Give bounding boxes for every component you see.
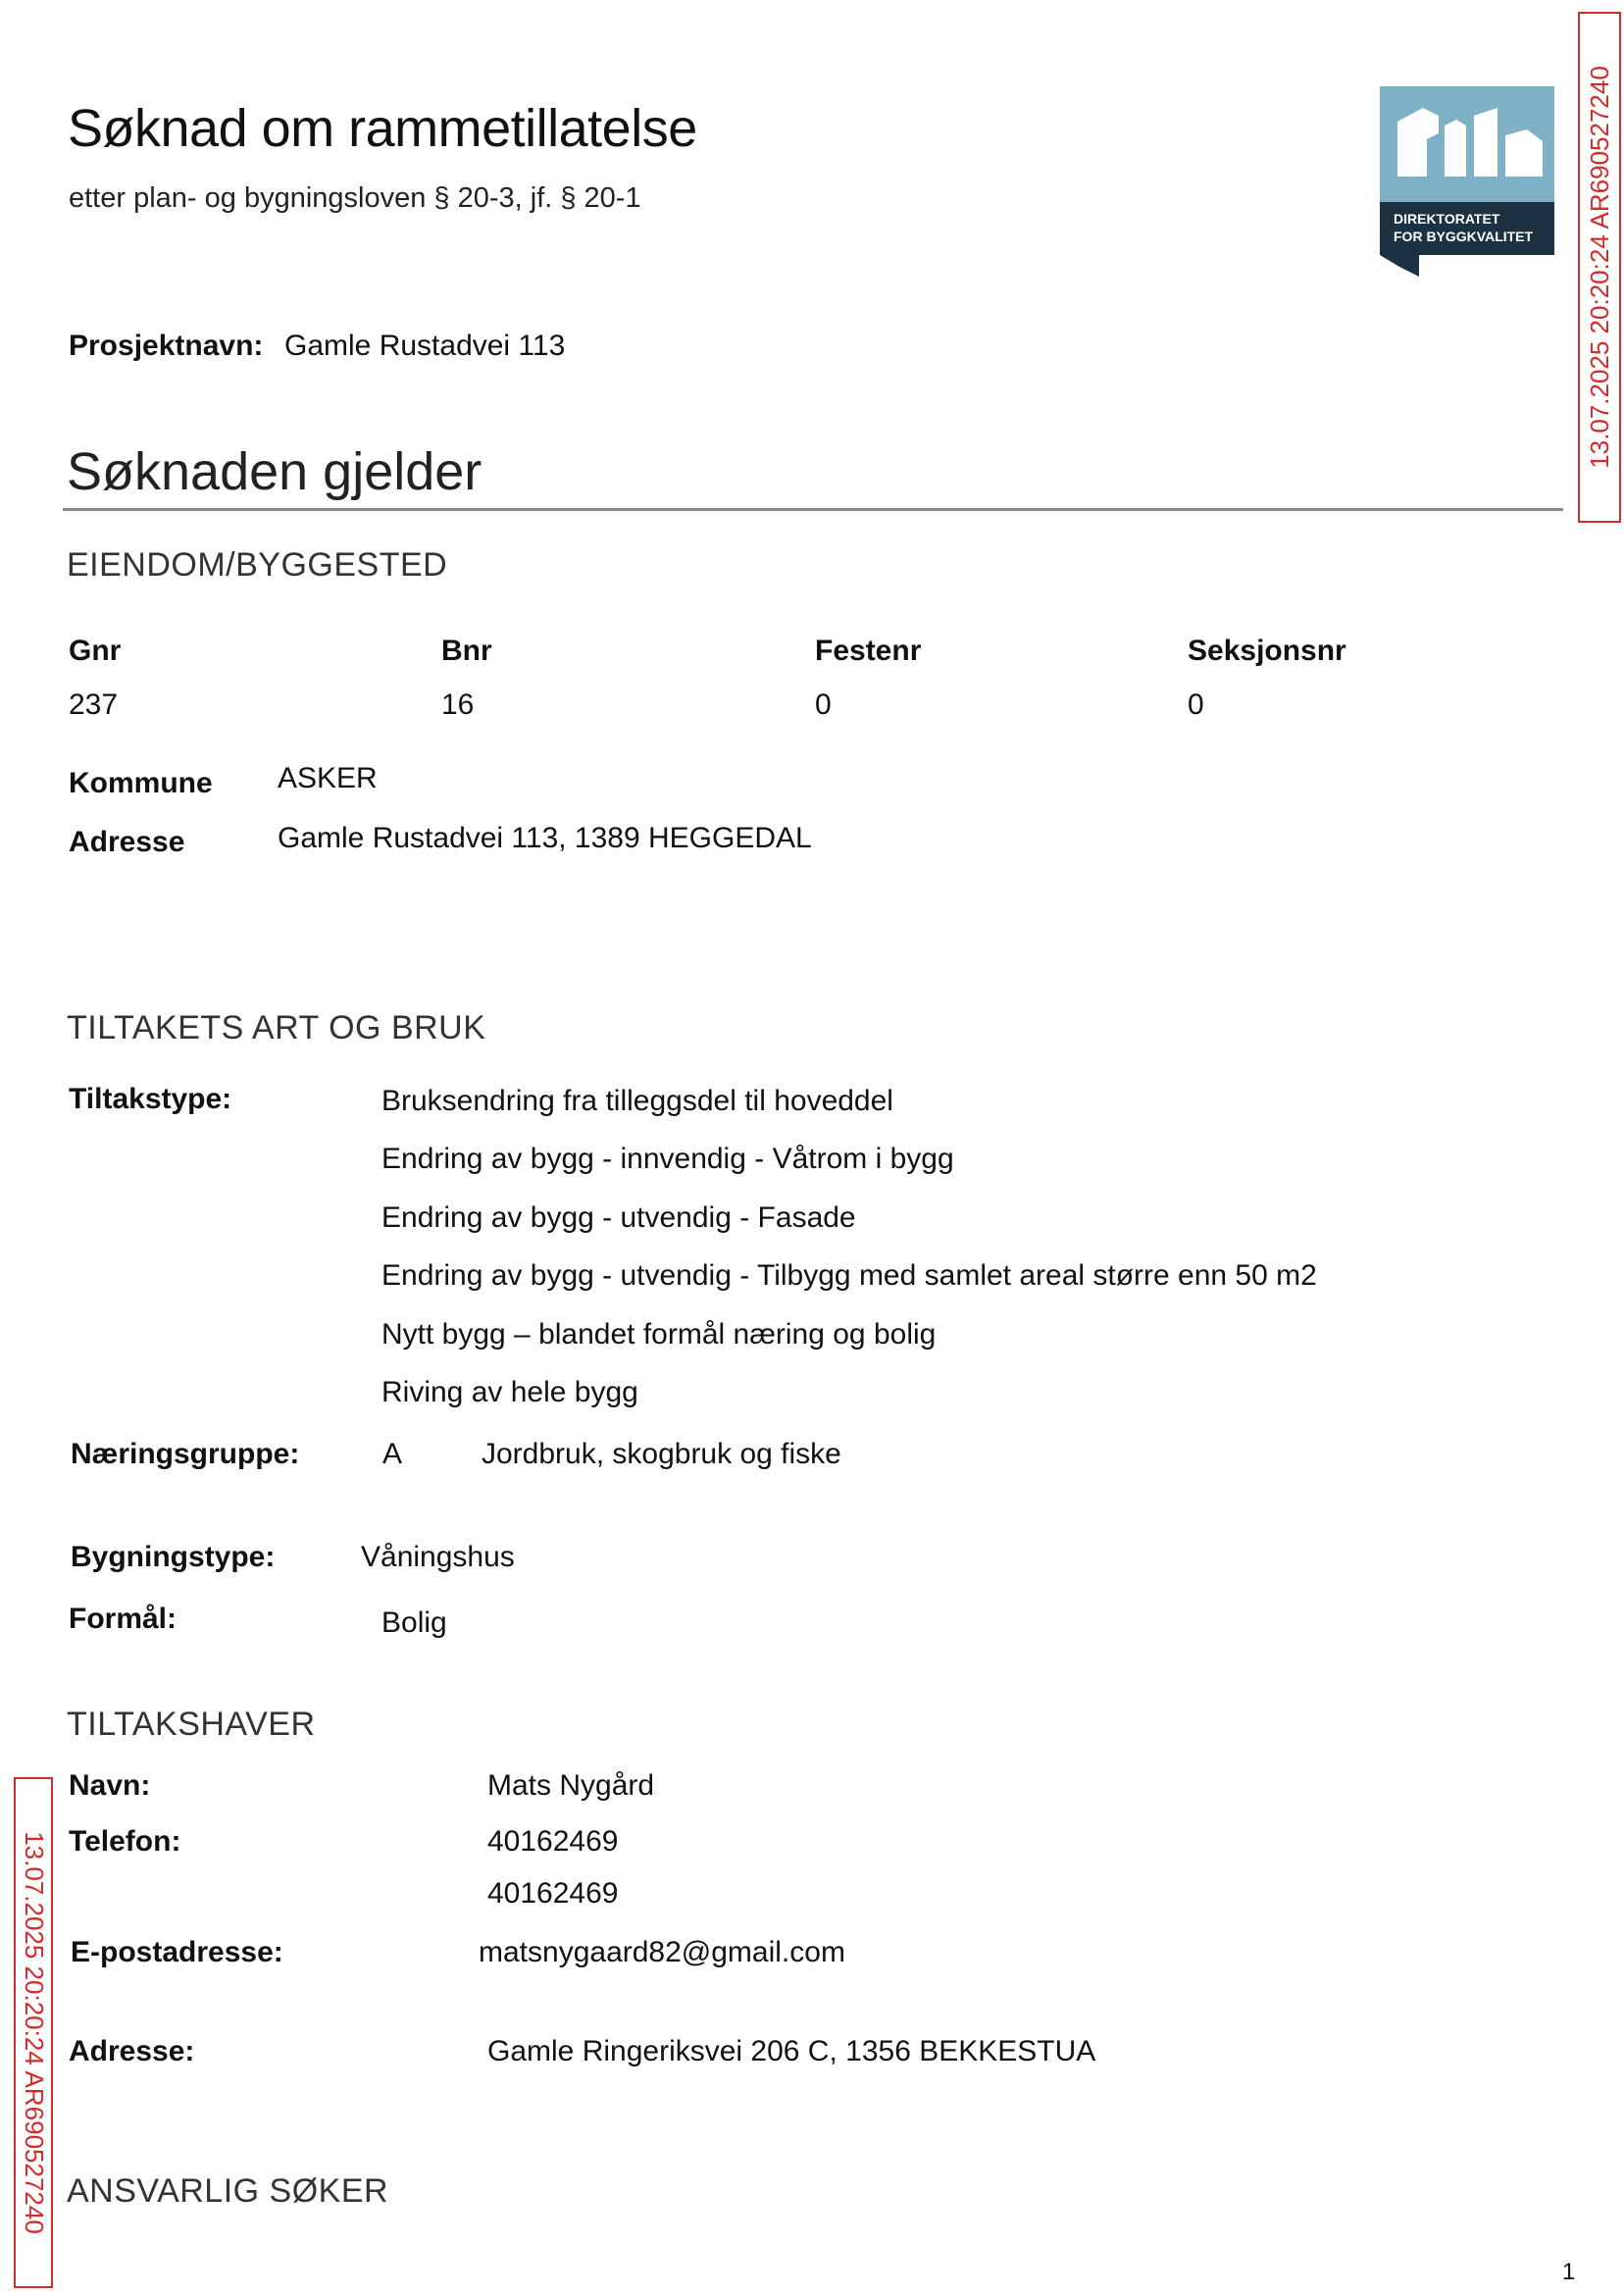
naeringsgruppe-code: A: [382, 1438, 403, 1470]
tiltakshaver-adresse-value: Gamle Ringeriksvei 206 C, 1356 BEKKESTUA: [487, 2035, 1096, 2067]
project-value: Gamle Rustadvei 113: [284, 330, 566, 362]
document-title: Søknad om rammetillatelse: [68, 99, 697, 158]
naeringsgruppe-text: Jordbruk, skogbruk og fiske: [482, 1438, 841, 1470]
page-number: 1: [1562, 2259, 1576, 2285]
festenr-label: Festenr: [815, 635, 922, 667]
tiltakshaver-adresse-label: Adresse:: [69, 2035, 195, 2067]
adresse-value: Gamle Rustadvei 113, 1389 HEGGEDAL: [278, 822, 812, 854]
seksjonsnr-label: Seksjonsnr: [1188, 635, 1346, 667]
formaal-label: Formål:: [69, 1603, 178, 1635]
eiendom-heading: EIENDOM/BYGGESTED: [67, 546, 448, 584]
navn-value: Mats Nygård: [487, 1769, 655, 1802]
bygningstype-value: Våningshus: [361, 1541, 515, 1573]
tiltakstype-item: Endring av bygg - utvendig - Fasade: [381, 1201, 856, 1234]
bnr-label: Bnr: [441, 635, 492, 667]
telefon-value: 40162469: [487, 1825, 619, 1858]
navn-label: Navn:: [69, 1769, 151, 1802]
bnr-value: 16: [441, 688, 475, 721]
dibk-logo: [1380, 86, 1554, 277]
logo-tab: [1380, 255, 1419, 277]
epost-label: E-postadresse:: [71, 1936, 283, 1968]
kommune-label: Kommune: [69, 767, 213, 799]
section-main-heading: Søknaden gjelder: [67, 442, 482, 501]
stamp-text: 13.07.2025 20:20:24 AR690527240: [19, 1831, 49, 2234]
telefon-value: 40162469: [487, 1877, 619, 1910]
tiltakstype-item: Nytt bygg – blandet formål næring og bolig: [381, 1318, 937, 1351]
telefon-label: Telefon:: [69, 1825, 181, 1858]
tiltakshaver-heading: TILTAKSHAVER: [67, 1706, 316, 1743]
naeringsgruppe-label: Næringsgruppe:: [71, 1438, 300, 1470]
bygningstype-label: Bygningstype:: [71, 1541, 276, 1573]
seksjonsnr-value: 0: [1188, 688, 1204, 721]
section-divider: [63, 508, 1563, 511]
stamp-text: 13.07.2025 20:20:24 AR690527240: [1584, 66, 1614, 469]
tiltakstype-item: Endring av bygg - innvendig - Våtrom i bygg: [381, 1143, 954, 1175]
formaal-value: Bolig: [381, 1606, 447, 1639]
tiltakstype-item: Riving av hele bygg: [381, 1376, 638, 1408]
festenr-value: 0: [815, 688, 832, 721]
ansvarlig-soker-heading: ANSVARLIG SØKER: [67, 2172, 389, 2210]
document-subtitle: etter plan- og bygningsloven § 20-3, jf. § 20-1: [69, 182, 641, 214]
tiltak-heading: TILTAKETS ART OG BRUK: [67, 1009, 486, 1046]
archive-stamp-left: [14, 1777, 53, 2288]
tiltakstype-item: Endring av bygg - utvendig - Tilbygg med samlet areal større enn 50 m2: [381, 1259, 1317, 1292]
epost-value: matsnygaard82@gmail.com: [479, 1936, 845, 1968]
gnr-label: Gnr: [69, 635, 122, 667]
logo-line2: FOR BYGGKVALITET: [1394, 229, 1534, 244]
tiltakstype-label: Tiltakstype:: [69, 1083, 232, 1115]
tiltakstype-item: Bruksendring fra tilleggsdel til hoveddel: [381, 1085, 893, 1117]
archive-stamp-right: [1578, 12, 1621, 523]
gnr-value: 237: [69, 688, 119, 721]
kommune-value: ASKER: [278, 762, 378, 794]
logo-line1: DIREKTORATET: [1394, 211, 1500, 227]
project-label: Prosjektnavn:: [69, 330, 264, 362]
adresse-label: Adresse: [69, 826, 185, 858]
